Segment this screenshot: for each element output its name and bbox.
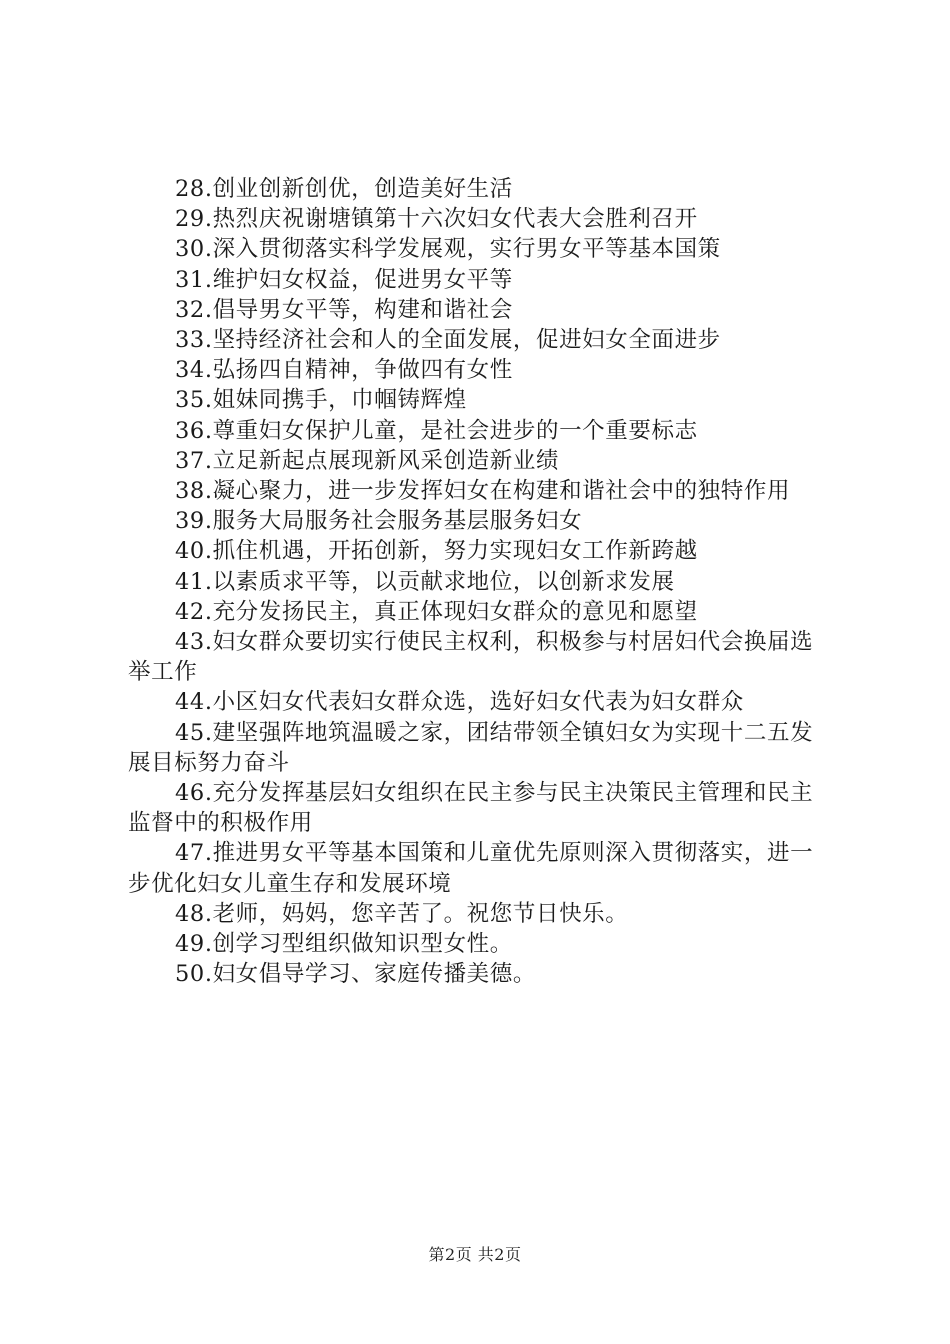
list-item: 42.充分发扬民主，真正体现妇女群众的意见和愿望 — [175, 598, 698, 625]
list-item: 35.姐妹同携手，巾帼铸辉煌 — [175, 387, 467, 414]
list-item: 36.尊重妇女保护儿童，是社会进步的一个重要标志 — [175, 417, 698, 444]
page-footer: 第2页 共2页 — [428, 1245, 522, 1264]
list-item: 28.创业创新创优，创造美好生活 — [175, 176, 513, 202]
list-item: 43.妇女群众要切实行使民主权利，积极参与村居妇代会换届选举工作 — [128, 629, 814, 686]
list-item: 50.妇女倡导学习、家庭传播美德。 — [175, 961, 536, 988]
slogan-list — [128, 174, 834, 989]
list-item: 47.推进男女平等基本国策和儿童优先原则深入贯彻落实，进一步优化妇女儿童生存和发展环境 — [128, 840, 814, 897]
list-item: 44.小区妇女代表妇女群众选，选好妇女代表为妇女群众 — [175, 689, 744, 716]
list-item: 40.抓住机遇，开拓创新，努力实现妇女工作新跨越 — [175, 538, 698, 565]
list-item: 49.创学习型组织做知识型女性。 — [175, 931, 513, 958]
list-item: 38.凝心聚力，进一步发挥妇女在构建和谐社会中的独特作用 — [175, 478, 791, 505]
list-item: 29.热烈庆祝谢塘镇第十六次妇女代表大会胜利召开 — [175, 206, 698, 233]
list-item: 37.立足新起点展现新风采创造新业绩 — [175, 447, 560, 474]
list-item: 41.以素质求平等，以贡献求地位，以创新求发展 — [175, 568, 675, 595]
list-item: 32.倡导男女平等，构建和谐社会 — [175, 296, 513, 323]
list-item: 39.服务大局服务社会服务基层服务妇女 — [175, 508, 583, 535]
list-item: 48.老师，妈妈，您辛苦了。祝您节日快乐。 — [175, 900, 629, 927]
list-item: 31.维护妇女权益，促进男女平等 — [175, 266, 513, 293]
list-item: 45.建坚强阵地筑温暖之家，团结带领全镇妇女为实现十二五发展目标努力奋斗 — [128, 719, 814, 776]
list-item: 30.深入贯彻落实科学发展观，实行男女平等基本国策 — [175, 236, 721, 263]
list-item: 33.坚持经济社会和人的全面发展，促进妇女全面进步 — [175, 327, 721, 354]
list-item: 46.充分发挥基层妇女组织在民主参与民主决策民主管理和民主监督中的积极作用 — [128, 780, 814, 837]
list-item: 34.弘扬四自精神，争做四有女性 — [175, 357, 513, 384]
